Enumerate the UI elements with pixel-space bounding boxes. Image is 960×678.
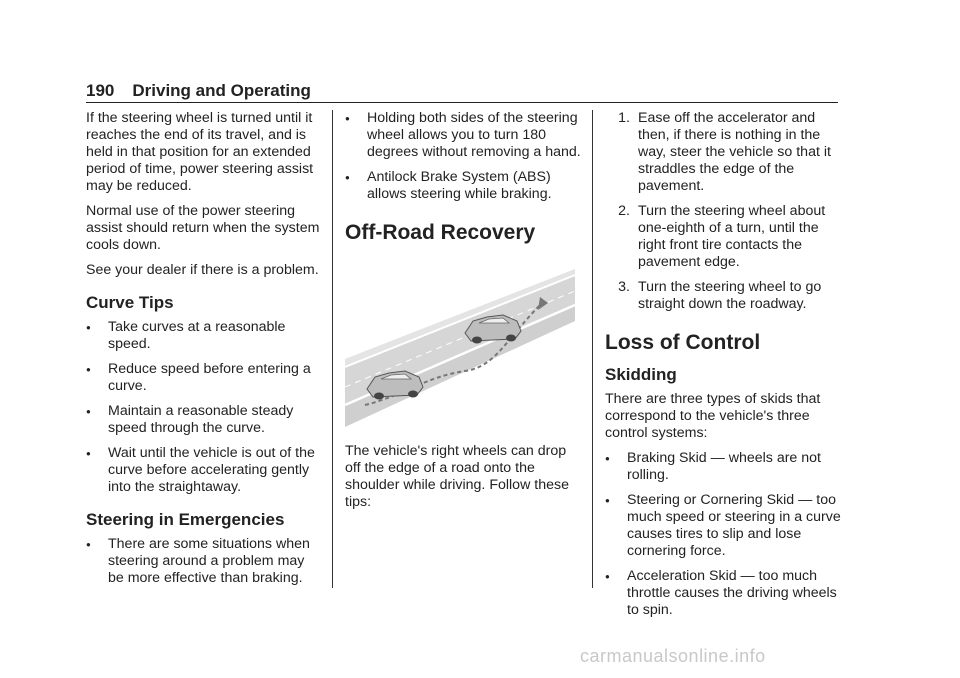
bullet: ● [86, 407, 91, 416]
list-item: ● Reduce speed before entering a curve. [86, 361, 311, 394]
page-number: 190 [86, 81, 115, 100]
bullet: ● [86, 365, 91, 374]
column-2 [345, 110, 581, 519]
list-item: ● Acceleration Skid — too much throttle causes the driving wheels to spin. [605, 568, 837, 618]
curve-tips-heading: Curve Tips [86, 293, 174, 312]
bullet: ● [86, 449, 91, 458]
loss-of-control-heading: Loss of Control [605, 331, 761, 354]
bullet: ● [345, 114, 350, 123]
list-item: ● Antilock Brake System (ABS) allows steering while braking. [345, 169, 552, 202]
list-item: ● There are some situations when steering around a problem may be more effective than braking. [86, 536, 310, 586]
numbered-step: 1. Ease off the accelerator and then, if there is nothing in the way, steer the vehicle so that it straddles the edge of the pavement. [618, 110, 831, 194]
page-header [86, 82, 311, 99]
off-road-recovery-illustration [345, 255, 575, 427]
off-road-recovery-heading: Off-Road Recovery [345, 221, 536, 244]
column-divider [592, 110, 593, 588]
bullet: ● [605, 572, 610, 581]
list-item: ● Wait until the vehicle is out of the curve before accelerating gently into the straightaway. [86, 445, 315, 495]
paragraph: See your dealer if there is a problem. [86, 262, 319, 278]
paragraph: If the steering wheel is turned until it reaches the end of its travel, and is held in that position for an extended period of time, power steering assist may be reduced. [86, 110, 314, 194]
column-3 [605, 110, 841, 627]
section-title: Driving and Operating [132, 81, 311, 100]
list-item: ● Maintain a reasonable steady speed through the curve. [86, 403, 294, 436]
bullet: ● [86, 323, 91, 332]
paragraph: There are three types of skids that correspond to the vehicle's three control systems: [605, 391, 821, 441]
bullet: ● [605, 496, 610, 505]
numbered-step: 2. Turn the steering wheel about one-eighth of a turn, until the right front tire contacts the pavement edge. [618, 203, 826, 270]
column-1 [86, 110, 322, 595]
list-item: ● Take curves at a reasonable speed. [86, 319, 286, 352]
column-divider [332, 110, 333, 588]
bullet: ● [605, 454, 610, 463]
header-rule [86, 102, 838, 103]
steering-emergencies-heading: Steering in Emergencies [86, 510, 285, 529]
illustration-caption: The vehicle's right wheels can drop off the edge of a road onto the shoulder while driving. Follow these tips: [345, 443, 569, 510]
watermark: carmanualsonline.info [580, 646, 766, 666]
list-item: ● Steering or Cornering Skid — too much speed or steering in a curve causes tires to slip and lose cornering force. [605, 492, 841, 559]
bullet: ● [345, 173, 350, 182]
bullet: ● [86, 540, 91, 549]
paragraph: Normal use of the power steering assist should return when the system cools down. [86, 203, 320, 253]
numbered-step: 3. Turn the steering wheel to go straight down the roadway. [618, 279, 822, 312]
list-item: ● Braking Skid — wheels are not rolling. [605, 450, 821, 483]
list-item: ● Holding both sides of the steering wheel allows you to turn 180 degrees without removing a hand. [345, 110, 581, 160]
skidding-heading: Skidding [605, 365, 677, 384]
